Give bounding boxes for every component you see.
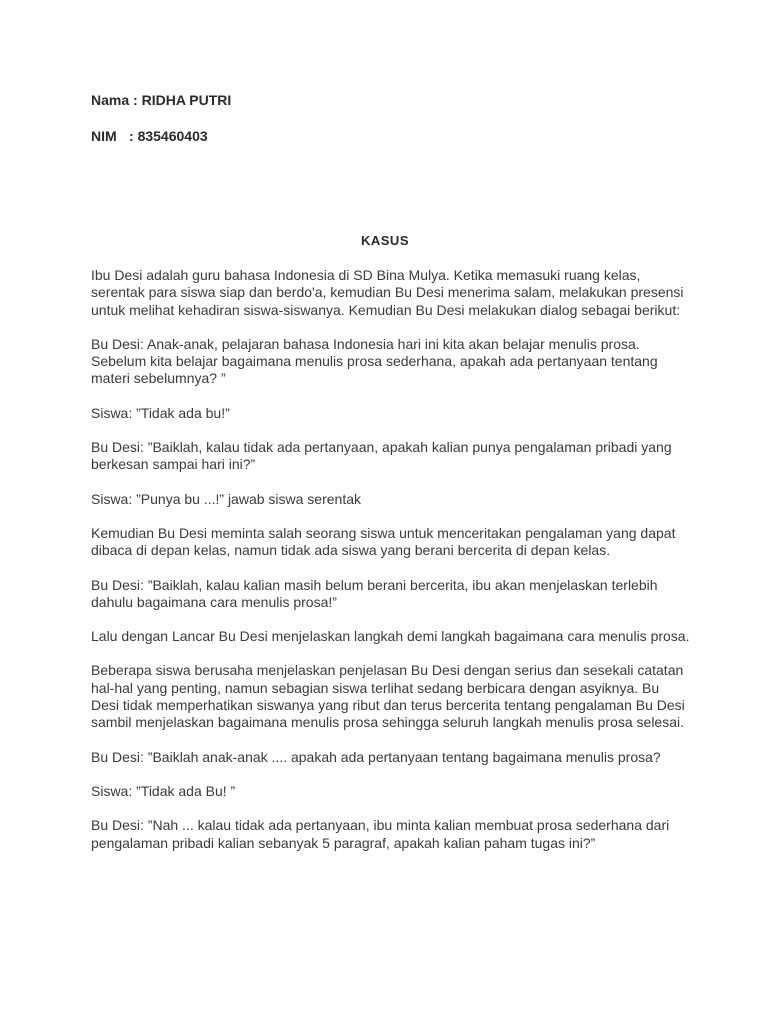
student-name-value: RIDHA PUTRI (141, 92, 232, 108)
paragraph-dialog-5: Bu Desi: ”Baiklah, kalau kalian masih belum berani bercerita, ibu akan menjelaskan terlebih dahulu bagaimana cara menulis prosa!” (91, 576, 658, 610)
paragraph-dialog-2: Siswa: ”Tidak ada bu!” (91, 404, 230, 421)
student-nim-line: NIM : 835460403 (91, 128, 208, 144)
paragraph-intro: Ibu Desi adalah guru bahasa Indonesia di SD Bina Mulya. Ketika memasuki ruang kelas, serentak para siswa siap dan berdo'a, kemudian Bu Desi menerima salam, melakukan presensi untuk melihat kehadiran siswa-siswanya. Kemudian Bu Desi melakukan dialog sebagai berikut: (91, 267, 684, 318)
paragraph-dialog-6: Bu Desi: ”Baiklah anak-anak .... apakah ada pertanyaan tentang bagaimana menulis prosa? (91, 748, 661, 765)
paragraph-narration-2: Lalu dengan Lancar Bu Desi menjelaskan langkah demi langkah bagaimana cara menulis prosa. (91, 628, 690, 645)
nim-label: NIM (91, 128, 117, 144)
paragraph-narration-3: Beberapa siswa berusaha menjelaskan penjelasan Bu Desi dengan serius dan sesekali catatan hal-hal yang penting, namun sebagian siswa terlihat sedang berbicara dengan asyiknya. Bu Desi tidak memperhatikan siswanya yang ribut dan terus bercerita tentang pengalaman Bu Desi sambil menjelaskan bagaimana menulis prosa sehingga seluruh langkah menulis prosa selesai. (91, 662, 685, 731)
paragraph-dialog-4: Siswa: ”Punya bu ...!” jawab siswa serentak (91, 490, 362, 507)
student-nim-value: 835460403 (137, 128, 208, 144)
student-name-line: Nama : RIDHA PUTRI (91, 92, 232, 108)
paragraph-dialog-1: Bu Desi: Anak-anak, pelajaran bahasa Indonesia hari ini kita akan belajar menulis prosa. Sebelum kita belajar bagaimana menulis prosa sederhana, apakah ada pertanyaan tentang materi sebelumnya? ” (91, 335, 658, 387)
document-title: KASUS (360, 233, 409, 248)
paragraph-dialog-3: Bu Desi: ”Baiklah, kalau tidak ada pertanyaan, apakah kalian punya pengalaman pribadi yang berkesan sampai hari ini?” (91, 439, 672, 473)
paragraph-dialog-8: Bu Desi: ”Nah ... kalau tidak ada pertanyaan, ibu minta kalian membuat prosa sederhana dari pengalaman pribadi kalian sebanyak 5 paragraf, apakah kalian paham tugas ini?” (91, 817, 670, 851)
paragraph-dialog-7: Siswa: ”Tidak ada Bu! ” (91, 782, 236, 799)
paragraph-narration-1: Kemudian Bu Desi meminta salah seorang siswa untuk menceritakan pengalaman yang dapat dibaca di depan kelas, namun tidak ada siswa yang berani bercerita di depan kelas. (91, 524, 676, 559)
document-body (91, 267, 691, 869)
name-label: Nama (91, 92, 130, 108)
